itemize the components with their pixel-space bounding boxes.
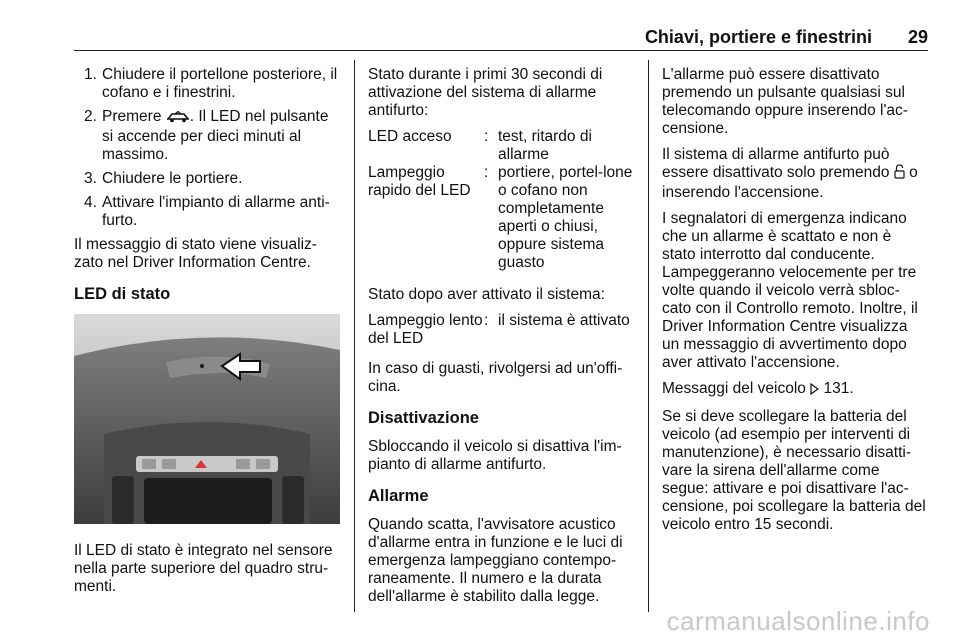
column-divider-2 — [648, 60, 649, 612]
column-2 — [368, 66, 634, 614]
para-deactivate-only: Il sistema di allarme antifurto può essere disattivato solo premendo o inserendo l'accensione. — [662, 146, 918, 201]
column-divider-1 — [354, 60, 355, 612]
column-3 — [662, 66, 928, 542]
step-1: 1. Chiudere il portellone posteriore, il cofano e i finestrini. — [84, 66, 338, 101]
figure-caption: Il LED di stato è integrato nel sensore nella parte superiore del quadro stru-menti. — [74, 542, 333, 595]
section-title: Chiavi, portiere e finestrini — [644, 27, 872, 47]
step-4: 4. Attivare l'impianto di allarme anti-furto. — [84, 194, 330, 229]
table-row: Lampeggio lento del LED : il sistema è attivato — [368, 312, 630, 347]
status-table-first-30s — [368, 128, 634, 272]
procedure-steps — [74, 66, 340, 230]
alarm-heading: Allarme — [368, 487, 429, 505]
unlock-icon — [894, 164, 905, 184]
alarm-paragraph: Quando scatta, l'avvisatore acustico d'allarme entra in funzione e le luci di emergenza lampeggiano contempo-raneamente. Il numero e la durata dell'allarme è stabilito dalla legge. — [368, 516, 623, 605]
status-table-after-activation — [368, 312, 634, 348]
table-row: LED acceso : test, ritardo di allarme — [368, 128, 592, 163]
fault-paragraph: In caso di guasti, rivolgersi ad un'offi-cina. — [368, 360, 623, 395]
step-3: 3. Chiudere le portiere. — [84, 170, 243, 187]
para-vehicle-messages: Messaggi del veicolo 131. — [662, 380, 928, 400]
deactivation-paragraph: Sbloccando il veicolo si disattiva l'im-pianto di allarme antifurto. — [368, 438, 622, 473]
page-number: 29 — [907, 27, 928, 47]
para-hazard-lights: I segnalatori di emergenza indicano che un allarme è scattato e non è stato interrotto dal conducente. Lampeggeranno velocemente per tre volte quando il veicolo verrà sbloc-cato con il Controllo remoto. Inoltre, il Driver Information Centre visualizza un messaggio di avvertimento dopo aver attivato l'accensione. — [662, 210, 918, 371]
status-intro: Stato durante i primi 30 secondi di attivazione del sistema di allarme antifurto: — [368, 66, 603, 119]
after-activation-label: Stato dopo aver attivato il sistema: — [368, 286, 605, 303]
para-battery: Se si deve scollegare la batteria del veicolo (ad esempio per interventi di manutenzione), è necessario disatti-vare la sirena dell'allarme come segue: attivare e poi disattivare l'ac-censione, poi scollegare la batteria del veicolo entro 15 secondi. — [662, 408, 926, 533]
header-rule — [74, 50, 928, 51]
status-message-paragraph: Il messaggio di stato viene visualiz-zato nel Driver Information Centre. — [74, 236, 317, 271]
page-reference-icon — [810, 382, 819, 400]
watermark: carmanualsonline.info — [666, 606, 930, 636]
led-heading: LED di stato — [74, 285, 171, 303]
para-deactivate-remote: L'allarme può essere disattivato premendo un pulsante qualsiasi sul telecomando oppure inserendo l'ac-censione. — [662, 66, 908, 137]
dashboard-figure — [74, 314, 340, 524]
column-1 — [74, 66, 340, 604]
table-row: Lampeggio rapido del LED : portiere, portel-lone o cofano non completamente aperti o chiusi, oppure sistema guasto — [368, 164, 633, 271]
deactivation-heading: Disattivazione — [368, 409, 479, 427]
page-header — [74, 26, 928, 48]
car-dashboard-led-photo — [74, 314, 340, 524]
lock-car-icon — [166, 110, 190, 128]
step-2: 2. Premere . Il LED nel pulsante si accende per dieci minuti al massimo. — [84, 108, 329, 163]
